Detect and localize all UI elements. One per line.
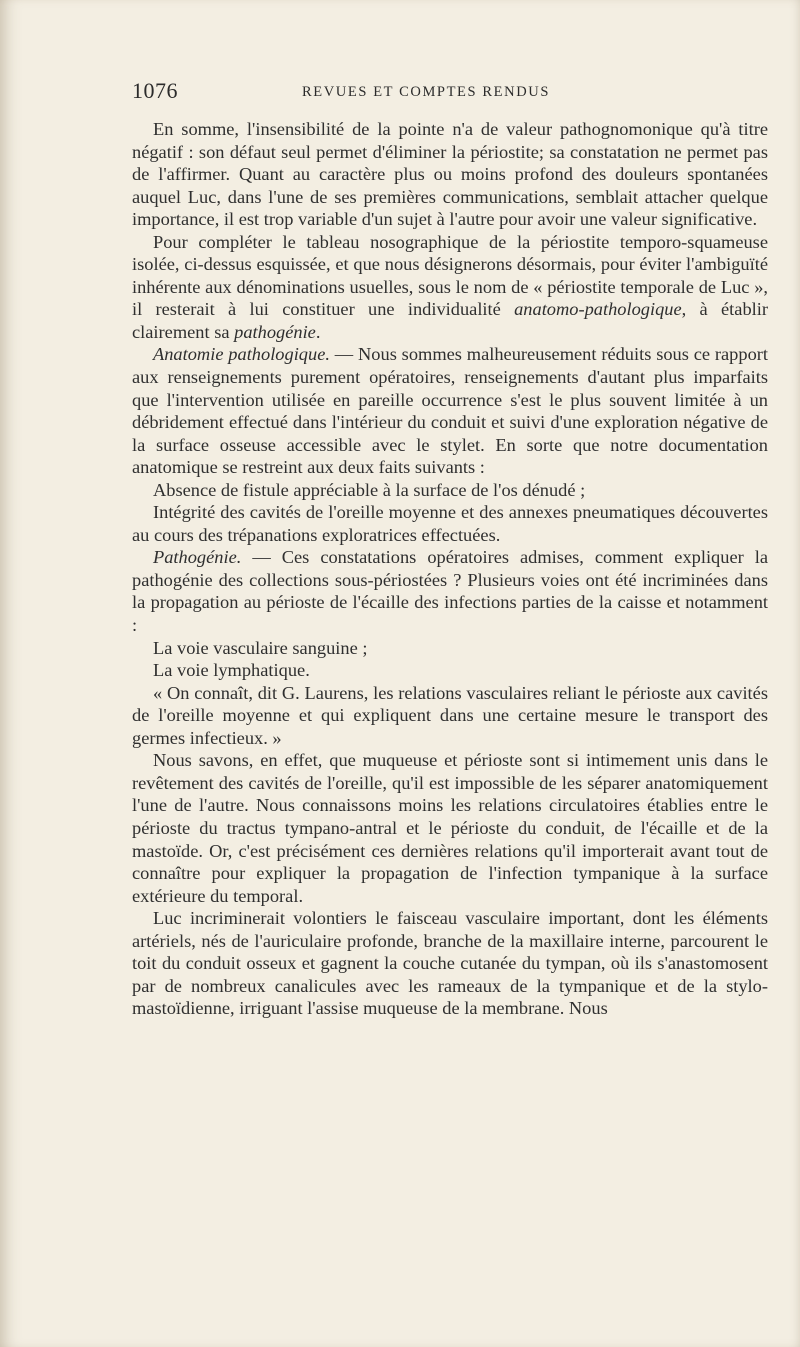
paragraph-fact-1: Absence de fistule appréciable à la surface de l'os dénudé ; (153, 479, 586, 500)
section-heading-anatomy: Anatomie pathologique. (153, 344, 330, 365)
paragraph-fact-2: Intégrité des cavités de l'oreille moyenne et des annexes pneumatiques découvertes au cours des trépanations exploratrices effectuées. (132, 502, 768, 545)
section-heading-pathogeny: Pathogénie. (153, 547, 242, 568)
paragraph-pathogeny (132, 546, 768, 636)
running-title: REVUES ET COMPTES RENDUS (302, 84, 551, 100)
paragraph-nosographic-table (132, 231, 768, 344)
paragraph-conclusion-insensibility: En somme, l'insensibilité de la pointe n'a de valeur pathognomonique qu'à titre négatif : son défaut seul permet d'éliminer la périostite; sa constatation ne permet pas de l'affirmer. Quant au caractère plus ou moins profond des douleurs spontanées auquel Luc, dans l'une de ses premières communications, semblait attacher quelque importance, il est trop variable d'un sujet à l'autre pour avoir une valeur significative. (132, 119, 768, 230)
page-number: 1076 (132, 78, 178, 103)
paragraph-anatomy (132, 343, 768, 478)
paragraph-route-lymph: La voie lymphatique. (153, 660, 310, 681)
italic-term: pathogénie (234, 321, 316, 342)
page-header (132, 78, 772, 108)
paragraph-text: . (315, 321, 321, 342)
paragraph-mucosa-periosteum: Nous savons, en effet, que muqueuse et périoste sont si intimement unis dans le revêtement des cavités de l'oreille, qu'il est impossible de les séparer anatomiquement l'une de l'autre. Nous connaissons moins les relations circulatoires établies entre le périoste du tractus tympano-antral et le périoste du conduit, de l'écaille et de la mastoïde. Or, c'est précisément ces dernières relations qu'il importerait avant tout de connaître pour expliquer la propagation de l'infection tympanique à la surface extérieure du temporal. (132, 750, 768, 906)
article-body (132, 118, 768, 1020)
paragraph-text: — Ces constatations opératoires admises, comment expliquer la pathogénie des collections sous-périostées ? Plusieurs voies ont été incriminées dans la propagation au périoste de l'écaille des infections parties de la caisse et notamment : (132, 547, 768, 636)
italic-term: anatomo-pathologique (514, 299, 682, 320)
paragraph-text: — Nous sommes malheureusement réduits sous ce rapport aux renseignements purement opératoires, renseignements d'autant plus imparfaits que l'intervention utilisée en pareille occurrence s'est le plus souvent limitée à un débridement effectué dans l'intérieur du conduit et suivi d'une exploration négative de la surface osseuse accessible avec le stylet. En sorte que notre documentation anatomique se restreint aux deux faits suivants : (132, 344, 768, 478)
paragraph-text: , à établir clairement sa (132, 299, 768, 342)
paragraph-text: Pour compléter le tableau nosographique de la périostite temporo-squameuse isolée, ci-dessus esquissée, et que nous désignerons désormais, pour éviter l'ambiguïté inhérente aux dénominations usuelles, sous le nom de « périostite temporale de Luc », il resterait à lui constituer une individualité (132, 231, 768, 320)
paragraph-route-blood: La voie vasculaire sanguine ; (153, 637, 368, 658)
paragraph-laurens-quote: « On connaît, dit G. Laurens, les relations vasculaires reliant le périoste aux cavités de l'oreille moyenne et qui expliquent dans une certaine mesure le transport des germes infectieux. » (132, 682, 768, 748)
paragraph-vascular-bundle: Luc incriminerait volontiers le faisceau vasculaire important, dont les éléments artériels, nés de l'auriculaire profonde, branche de la maxillaire interne, parcourent le toit du conduit osseux et gagnent la couche cutanée du tympan, où ils s'anastomosent par de nombreux canalicules avec les rameaux de la tympanique et de la stylo-mastoïdienne, irriguant l'assise muqueuse de la membrane. Nous (132, 908, 768, 1019)
